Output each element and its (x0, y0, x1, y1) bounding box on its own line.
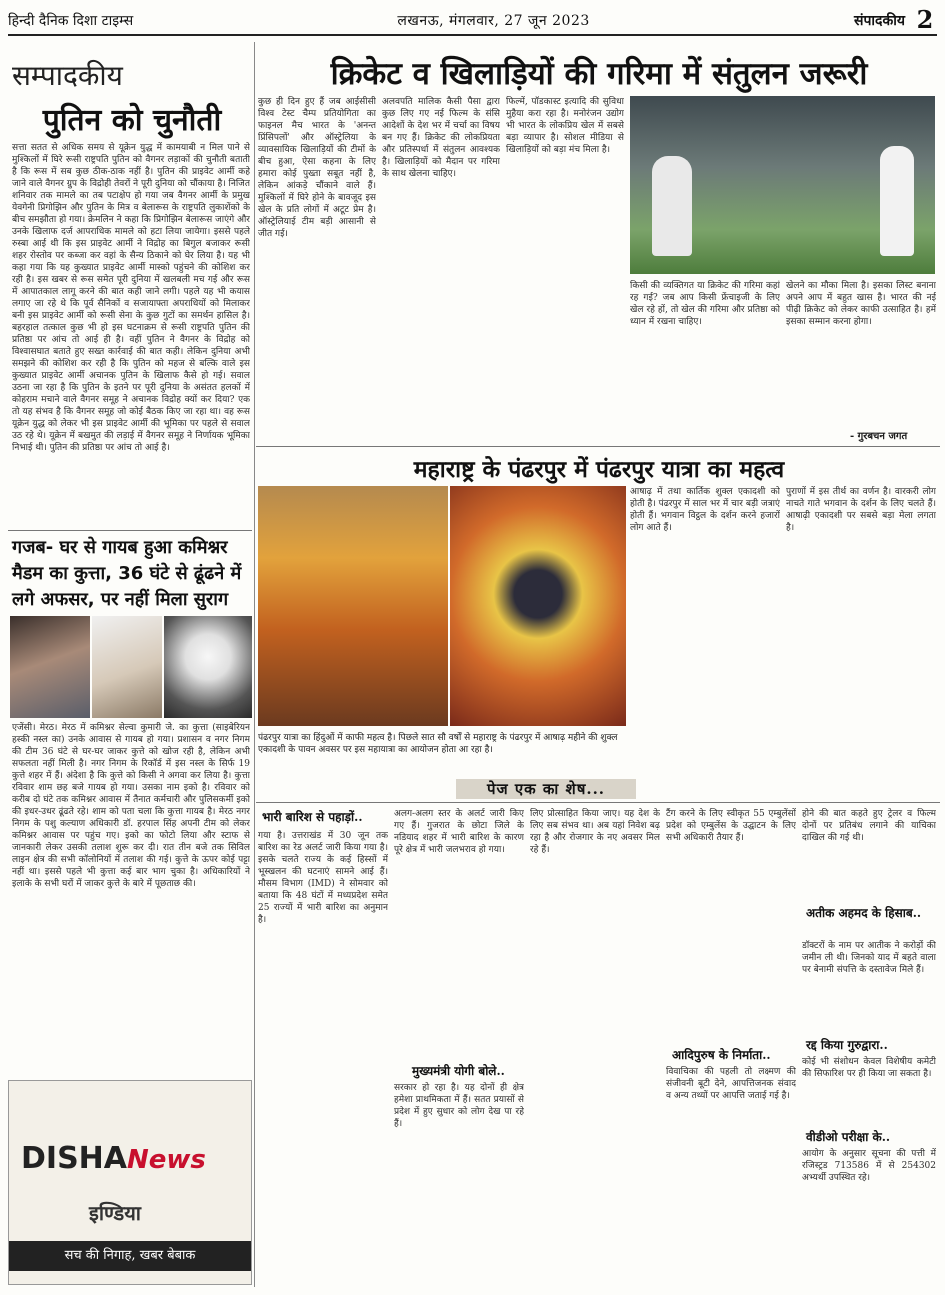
disha-news-ad (8, 1080, 252, 1285)
editorial-divider (8, 530, 252, 531)
misc-col-1: अलग-अलग स्तर के अलर्ट जारी किए गए हैं। गुजरात के छोटा जिले के नडियाद शहर में भारी बारिश के कारण पूरे क्षेत्र में भारी जलभराव हो गया। (394, 809, 524, 855)
yogi-subhead: मुख्यमंत्री योगी बोले.. (412, 1064, 505, 1078)
misc-col-3: लिए प्रोत्साहित किया जाए। यह देश के लिए सब संभव था। अब यहां निवेश बढ़ रहा है और रोजगार के नए अवसर मिल रहे हैं। (530, 809, 660, 855)
video-exam-subhead: वीडीओ परीक्षा के.. (806, 1130, 891, 1144)
ateeq-body: डॉक्टरों के नाम पर आतीक ने करोड़ों की जमीन ली थी। जिनको याद में बहते वाला पर बेनामी संपत्ति के दस्तावेज मिले हैं। (802, 941, 936, 975)
cricket-col-3: फिल्में, पॉडकास्ट इत्यादि की सुविधा मुहैया करा रहा है। मनोरंजन उद्योग भी भारत के लोकप्रिय खेल में सबसे बड़ा व्यापार है। सोशल मीडिया से खिलाड़ियों को बड़ा मंच मिला है। (506, 97, 624, 155)
editorial-body: सत्ता सतत से अधिक समय से यूक्रेन युद्ध में कामयाबी न मिल पाने से मुश्किलों में घिरे रूसी राष्ट्रपति पुतिन को वैगनर लड़ाकों की चुनौती बताती है कि रूस में सब कुछ ठीक-ठाक नहीं है। पुतिन की प्राइवेट आर्मी कहे जाने वाले वैगनर ग्रुप के विद्रोही तेवरों ने पूरी दुनिया को चौंकाया है। निजित शनिवार तक मामले का तब पटाक्षेप हो गया जब वैगनर आर्मी के प्रमुख येवगेनी प्रिगोझिन और पुतिन के मित्र व बेलारूस के राष्ट्रपति लुकाशेंको के बीच समझौता हो गया। क्रेमलिन ने कहा कि प्रिगोझिन बेलारूस जाएंगे और उनके खिलाफ दर्ज आपराधिक मामले को हटा लिया जायेगा। इससे पहले रुस्बा आई थी कि इस प्राइवेट आर्मी ने विद्रोह का बिगुल बजाकर रूसी शहर रोस्तोव पर कब्जा कर वहां के सैन्य ठिकाने को घेर लिया है। यह भी कहा गया कि यह कुख्यात प्राइवेट आर्मी मास्को पहुंचने की कोशिश कर रही है। इस खबर से रूस समेत पूरी दुनिया में खलबली मच गई और रूस में आपातकाल लागू करने की बात कही जाने लगी। पहले यह भी कयास लगाए जा रहे थे कि पूर्व सैनिकों व सजायाफ्ता अपराधियों को मिलाकर बनी इस प्राइवेट आर्मी को रूसी सेना के कुछ गुटों का समर्थन हासिल है। बहरहाल तत्काल कुछ भी हो इस घटनाक्रम से रूसी राष्ट्रपति पुतिन की प्रतिष्ठा पर आंच तो आई ही है। वहीं पुतिन ने वैगनर के विद्रोह को विश्वासघात बताते हुए सख्त कार्रवाई की बात कही। लेकिन दुनिया अभी समझने की कोशिश कर रही है कि पुतिन को महज से बल्कि वाले इस कुख्यात प्राइवेट आर्मी अचानक पुतिन के खिलाफ कैसे हो गई। सवाल उठना जा रहा है कि पुतिन के इतने पर पूरी दुनिया के असंतत हलकों में कोहराम मचाने वाले वैगनर समूह ने अचानक विद्रोह क्यों कर दिया? एक तो यह संभव है कि वैगनर समूह जो कोई बैठक किए जा रहा था। वह रूस यूक्रेन युद्ध को लेकर भी इस प्राइवेट आर्मी की भूमिका पर पहले से सवाल उठ रहे थे। यूक्रेन में बखमुत की लड़ाई में वैगनर समूह ने निर्णायक भूमिका निभाई थी। पुतिन की प्रतिष्ठा पर आंच तो आई है। (12, 143, 250, 453)
masthead (8, 6, 937, 36)
pandharpur-headline: महाराष्ट्र के पंढरपुर में पंढरपुर यात्रा का महत्व (413, 457, 785, 483)
pandharpur-col-2: पुराणों में इस तीर्थ का वर्णन है। वारकरी लोग नाचते गाते भगवान के दर्शन के लिए चलते हैं। आषाढ़ी एकादशी पर सबसे बड़ा मेला लगता है। (786, 487, 936, 533)
rain-subhead: भारी बारिश से पहाड़ों.. (262, 810, 363, 824)
cricket-headline: क्रिकेट व खिलाड़ियों की गरिमा में संतुलन जरूरी (330, 56, 868, 92)
cricket-col-1: कुछ ही दिन हुए हैं जब आईसीसी विश्व टेस्ट चैम्प प्रतियोगिता का फाइनल मैच भारत के 'अनन्त प्रिंसिपलों' और ऑस्ट्रेलिया के व्यावसायिक खिलाड़ियों की टीमों के बीच हुआ, ऐसा कहना के लिए हमारा कोई पुख्ता सबूत नहीं है, लेकिन आंकड़े चौंकाने वाले हैं। मुश्किलों में घिरे होने के बावजूद इस खेल के प्रति लोगों में अटूट प्रेम है। ऑस्ट्रेलियाई टीम बड़ी आसानी से जीत गई। (258, 97, 376, 239)
pandharpur-caption: पंढरपुर यात्रा का हिंदुओं में काफी महत्व है। पिछले सात सौ वर्षों से महाराष्ट्र के पंढरपुर में आषाढ़ महीने की शुक्ल एकादशी के पावन अवसर पर इस महायात्रा का आयोजन होता आ रहा है। (258, 733, 618, 755)
cricket-col-5: खेलने का मौका मिला है। इसका लिस्ट बनाना अपने आप में बहुत खास है। भारत की नई पीढ़ी क्रिकेट को लेकर काफी उत्साहित है। हमें इसका सम्मान करना होगा। (786, 281, 936, 327)
ateeq-subhead: अतीक अहमद के हिसाब.. (806, 906, 922, 920)
bottom-section-divider (256, 802, 940, 803)
adipurush-col-1: टैंग करने के लिए स्वीकृत 55 एम्बुलेंसों प्रदेश को एम्बुलेंस के उद्घाटन के लिए सभी अधिकारी तैयार हैं। (666, 809, 796, 843)
person-photo (92, 616, 162, 718)
batsman-figure-left (652, 156, 692, 256)
section-name: संपादकीय (854, 12, 905, 29)
vitthal-deity-photo (450, 486, 626, 726)
editorial-section-label: सम्पादकीय (12, 59, 123, 92)
video-exam-body: आयोग के अनुसार सूचना की पत्ती में रजिस्ट्रड 713586 में से 254302 अभ्यर्थी उपस्थित रहे। (802, 1149, 936, 1183)
cricket-col-4: किसी की व्यक्तिगत या क्रिकेट की गरिमा कहां रह गई? जब आप किसी फ्रेंचाइजी के लिए खेल रहे हों, तो खेल की गरिमा और प्रतिष्ठा को ध्यान में रखना चाहिए। (630, 281, 780, 327)
pilgrimage-crowd-photo (258, 486, 448, 726)
dog-story-headline: गजब- घर से गायब हुआ कमिश्नर मैडम का कुत्ता, 36 घंटे से ढूंढने में लगे अफसर, पर नहीं मिला सुराग (12, 537, 242, 610)
yogi-body: सरकार हो रहा है। यह दोनों ही क्षेत्र हमेशा प्राथमिकता में हैं। सतत प्रयासों से प्रदेश में हुए सुधार को लोग देख पा रहे हैं। (394, 1083, 524, 1129)
cricket-byline: - गुरबचन जगत (850, 431, 908, 442)
ad-brand-name: DISHA (21, 1141, 127, 1176)
adipurush-subhead: आदिपुरुष के निर्माता.. (672, 1048, 771, 1062)
ateeq-intro: होने की बात कहते हुए ट्रेलर व फिल्म दोनों पर प्रतिबंध लगाने की याचिका दाखिल की गई थी। (802, 809, 936, 843)
husky-dog-photo (164, 616, 252, 718)
dateline: लखनऊ, मंगलवार, 27 जून 2023 (397, 12, 590, 29)
left-column-divider (254, 42, 255, 1287)
cricket-photo (630, 96, 935, 274)
gurudwara-subhead: रद्द किया गुरुद्वारा.. (806, 1038, 888, 1052)
cricket-col-2: अलवपति मालिक कैसी पैसा द्वारा कुछ लिए गए नई फिल्म के संसि आदेशों के देश भर में चर्चा का विषय बन गए हैं। क्रिकेट की लोकप्रियता और प्रतिस्पर्धा में संतुलन आवश्यक है। खिलाड़ियों को मैदान पर गरिमा के साथ खेलना चाहिए। (382, 97, 500, 179)
adipurush-body: विवाचिका की पहली तो लक्ष्मण की संजीवनी बूटी देने, आपत्तिजनक संवाद व अन्य तथ्यों पर आपत्ति जताई गई है। (666, 1067, 796, 1101)
editorial-title: पुतिन को चुनौती (42, 103, 222, 138)
ad-sub: इण्डिया (89, 1201, 141, 1225)
paper-name: हिन्दी दैनिक दिशा टाइम्स (8, 12, 134, 29)
pandharpur-col-1: आषाढ़ में तथा कार्तिक शुक्ल एकादशी को होती है। पंढरपुर में साल भर में चार बड़ी जत्राएं होती हैं। भगवान विट्ठल के दर्शन करने हजारों लोग आते हैं। (630, 487, 780, 533)
page-number: 2 (916, 5, 934, 34)
cricket-divider (256, 446, 940, 447)
page-one-remainder-banner: पेज एक का शेष... (456, 779, 636, 799)
dog-story-body: एजेंसी। मेरठ। मेरठ में कमिश्नर सेल्वा कुमारी जे. का कुत्ता (साइबेरियन हस्की नस्ल का) उनके आवास से गायब हो गया। प्रशासन व नगर निगम की टीम 36 घंटे से घर-घर जाकर कुत्ते को खोज रही है, लेकिन अभी सफलता नहीं मिली है। नगर निगम के रिकॉर्ड में इस नस्ल के सिर्फ 19 कुत्ते शहर में हैं। अंदेशा है कि कुत्ते को किसी ने अगवा कर लिया है। कुत्ता रविवार शाम छह बजे गायब हो गया। उसका नाम इको है। रविवार को करीब दो घंटे तक कमिश्नर आवास में तैनात कर्मचारी और पुलिसकर्मी इको की इधर-उधर ढूंढते रहे। शाम को पता चला कि कुत्ता गायब है। मेरठ नगर निगम के पशु कल्याण अधिकारी डॉ. हरपाल सिंह अपनी टीम को लेकर कमिश्नर आवास पर पहुंच गए। इको का फोटो लिया और स्टाफ से जानकारी लेकर उसकी तलाश शुरू कर दी। रात तीन बजे तक सिविल लाइन क्षेत्र की सभी कॉलोनियों में तलाश की गई। कुत्ते के ऊपर कोई पट्टा नहीं था। इससे पहले भी कुत्ता कई बार भाग चुका है। अधिकारियों ने इलाके के सभी घरों में जाकर कुत्ते के बारे में पूछताछ की। (12, 723, 250, 889)
ad-tagline: सच की निगाह, खबर बेबाक (9, 1241, 251, 1271)
ad-brand (21, 1141, 206, 1176)
rain-body: गया है। उत्तराखंड में 30 जून तक बारिश का रेड अलर्ट जारी किया गया है। इसके चलते राज्य के कई हिस्सों में भूस्खलन की घटनाएं सामने आई हैं। मौसम विभाग (IMD) ने सोमवार को बताया कि 48 घंटों में मध्यप्रदेश समेत 25 राज्यों में भारी बारिश का अनुमान है। (258, 831, 388, 925)
gurudwara-body: कोई भी संशोधन केवल विशेषीय कमेटी की सिफारिश पर ही किया जा सकता है। (802, 1057, 936, 1079)
commissioner-photo (10, 616, 90, 718)
batsman-figure-right (880, 146, 914, 256)
section-indicator (854, 7, 937, 33)
ad-brand-accent: News (127, 1145, 206, 1175)
